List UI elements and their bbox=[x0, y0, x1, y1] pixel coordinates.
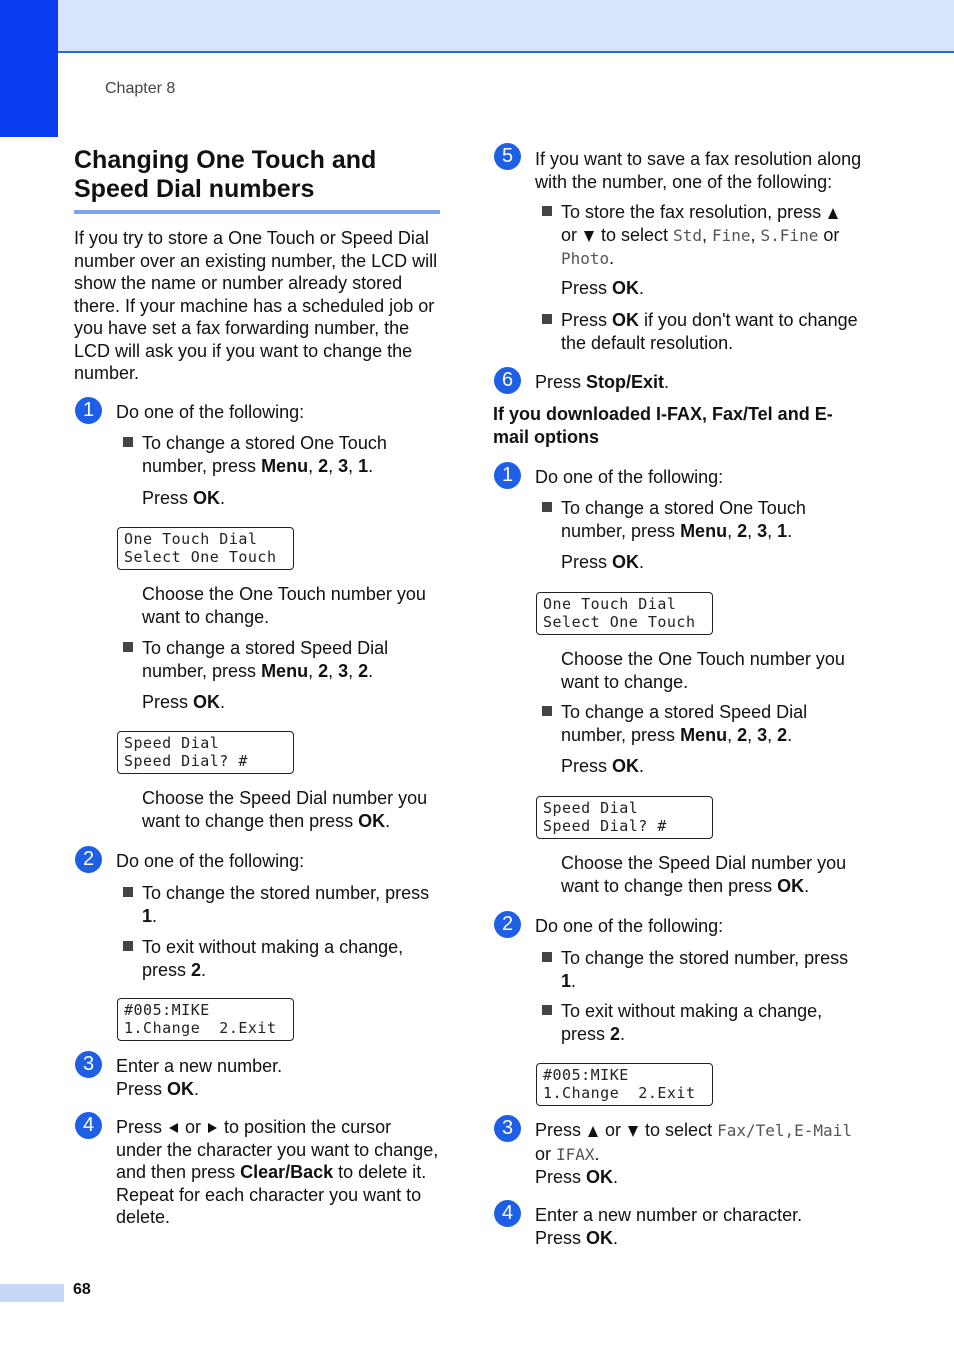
bullet-icon bbox=[123, 941, 133, 951]
intro-paragraph: If you try to store a One Touch or Speed Dial number over an existing number, the LCD will show the name or number already stored there. If your machine has a scheduled job or you have set a fax forwarding number, the LCD will ask you if you want to change the number. bbox=[74, 228, 438, 383]
bullet-icon bbox=[542, 952, 552, 962]
step-number-3: 3 bbox=[75, 1051, 102, 1078]
choose-one-touch-text: Choose the One Touch number you want to change. bbox=[142, 584, 426, 627]
choose-one-touch-text: Choose the One Touch number you want to change. bbox=[561, 649, 845, 692]
lcd-speed-dial: Speed Dial Speed Dial? # bbox=[536, 796, 713, 839]
up-arrow-icon bbox=[588, 1126, 598, 1137]
bullet-icon bbox=[542, 314, 552, 324]
up-arrow-icon bbox=[828, 208, 838, 219]
bullet-change-number: To change the stored number, press 1. bbox=[142, 883, 430, 926]
step-1-text: Do one of the following: bbox=[535, 467, 724, 487]
sub-heading-ifax: If you downloaded I-FAX, Fax/Tel and E-mail options bbox=[493, 404, 833, 447]
lcd-mike-change-exit: #005:MIKE 1.Change 2.Exit bbox=[117, 998, 294, 1041]
bullet-icon bbox=[542, 1005, 552, 1015]
press-ok-2: Press OK. bbox=[561, 756, 645, 776]
step-number-2: 2 bbox=[494, 911, 521, 938]
step-number-4: 4 bbox=[75, 1112, 102, 1139]
section-title-line1: Changing One Touch and bbox=[74, 146, 377, 174]
step-4-text: Press or to position the cursor under the character you want to change, and then press Clear/Back to delete it. Repeat for each character you want to delete. bbox=[116, 1117, 439, 1227]
step-number-3: 3 bbox=[494, 1115, 521, 1142]
lcd-one-touch-dial: One Touch Dial Select One Touch bbox=[536, 592, 713, 635]
step-number-6: 6 bbox=[494, 367, 521, 394]
step-3-text: Enter a new number. Press OK. bbox=[116, 1056, 283, 1099]
right-arrow-icon bbox=[208, 1123, 217, 1133]
step-3-text: Press or to select Fax/Tel,E-Mail or IFAX. Press OK. bbox=[535, 1120, 852, 1187]
page-number: 68 bbox=[73, 1281, 91, 1298]
step-number-1: 1 bbox=[75, 397, 102, 424]
left-arrow-icon bbox=[169, 1123, 178, 1133]
choose-speed-dial-text: Choose the Speed Dial number you want to change then press OK. bbox=[142, 788, 428, 831]
page-number-bar bbox=[0, 1284, 64, 1302]
chapter-label: Chapter 8 bbox=[105, 80, 176, 97]
step-number-2: 2 bbox=[75, 846, 102, 873]
section-title bbox=[74, 146, 444, 204]
step-2-text: Do one of the following: bbox=[535, 916, 724, 936]
bullet-store-resolution: To store the fax resolution, press or to select Std, Fine, S.Fine or Photo. bbox=[561, 202, 840, 268]
step-number-5: 5 bbox=[494, 143, 521, 170]
step-1-text: Do one of the following: bbox=[116, 402, 305, 422]
bullet-icon bbox=[542, 502, 552, 512]
choose-speed-dial-text: Choose the Speed Dial number you want to change then press OK. bbox=[561, 853, 847, 896]
section-title-line2: Speed Dial numbers bbox=[74, 175, 315, 203]
bullet-icon bbox=[123, 642, 133, 652]
chapter-tab bbox=[0, 0, 58, 137]
step-2-text: Do one of the following: bbox=[116, 851, 305, 871]
bullet-change-speed-dial: To change a stored Speed Dial number, press Menu, 2, 3, 2. bbox=[142, 638, 389, 681]
press-ok-1: Press OK. bbox=[142, 488, 226, 508]
bullet-icon bbox=[542, 206, 552, 216]
step-5-text: If you want to save a fax resolution along with the number, one of the following: bbox=[535, 149, 862, 192]
down-arrow-icon bbox=[584, 231, 594, 242]
lcd-one-touch-dial: One Touch Dial Select One Touch bbox=[117, 527, 294, 570]
bullet-change-one-touch: To change a stored One Touch number, press Menu, 2, 3, 1. bbox=[561, 498, 806, 541]
press-ok-1: Press OK. bbox=[561, 552, 645, 572]
bullet-change-speed-dial: To change a stored Speed Dial number, press Menu, 2, 3, 2. bbox=[561, 702, 808, 745]
bullet-exit-no-change: To exit without making a change, press 2. bbox=[561, 1001, 823, 1044]
down-arrow-icon bbox=[628, 1126, 638, 1137]
bullet-change-one-touch: To change a stored One Touch number, press Menu, 2, 3, 1. bbox=[142, 433, 387, 476]
bullet-change-number: To change the stored number, press 1. bbox=[561, 948, 849, 991]
press-ok-5: Press OK. bbox=[561, 278, 645, 298]
step-6-text: Press Stop/Exit. bbox=[535, 372, 670, 392]
bullet-icon bbox=[123, 437, 133, 447]
title-underline bbox=[74, 210, 440, 214]
lcd-mike-change-exit: #005:MIKE 1.Change 2.Exit bbox=[536, 1063, 713, 1106]
bullet-icon bbox=[542, 706, 552, 716]
step-4-text: Enter a new number or character. Press OK. bbox=[535, 1205, 803, 1248]
lcd-speed-dial: Speed Dial Speed Dial? # bbox=[117, 731, 294, 774]
step-number-1: 1 bbox=[494, 462, 521, 489]
header-band bbox=[0, 0, 954, 53]
press-ok-2: Press OK. bbox=[142, 692, 226, 712]
step-number-4: 4 bbox=[494, 1200, 521, 1227]
bullet-exit-no-change: To exit without making a change, press 2. bbox=[142, 937, 404, 980]
bullet-default-resolution: Press OK if you don't want to change the default resolution. bbox=[561, 310, 858, 353]
bullet-icon bbox=[123, 887, 133, 897]
